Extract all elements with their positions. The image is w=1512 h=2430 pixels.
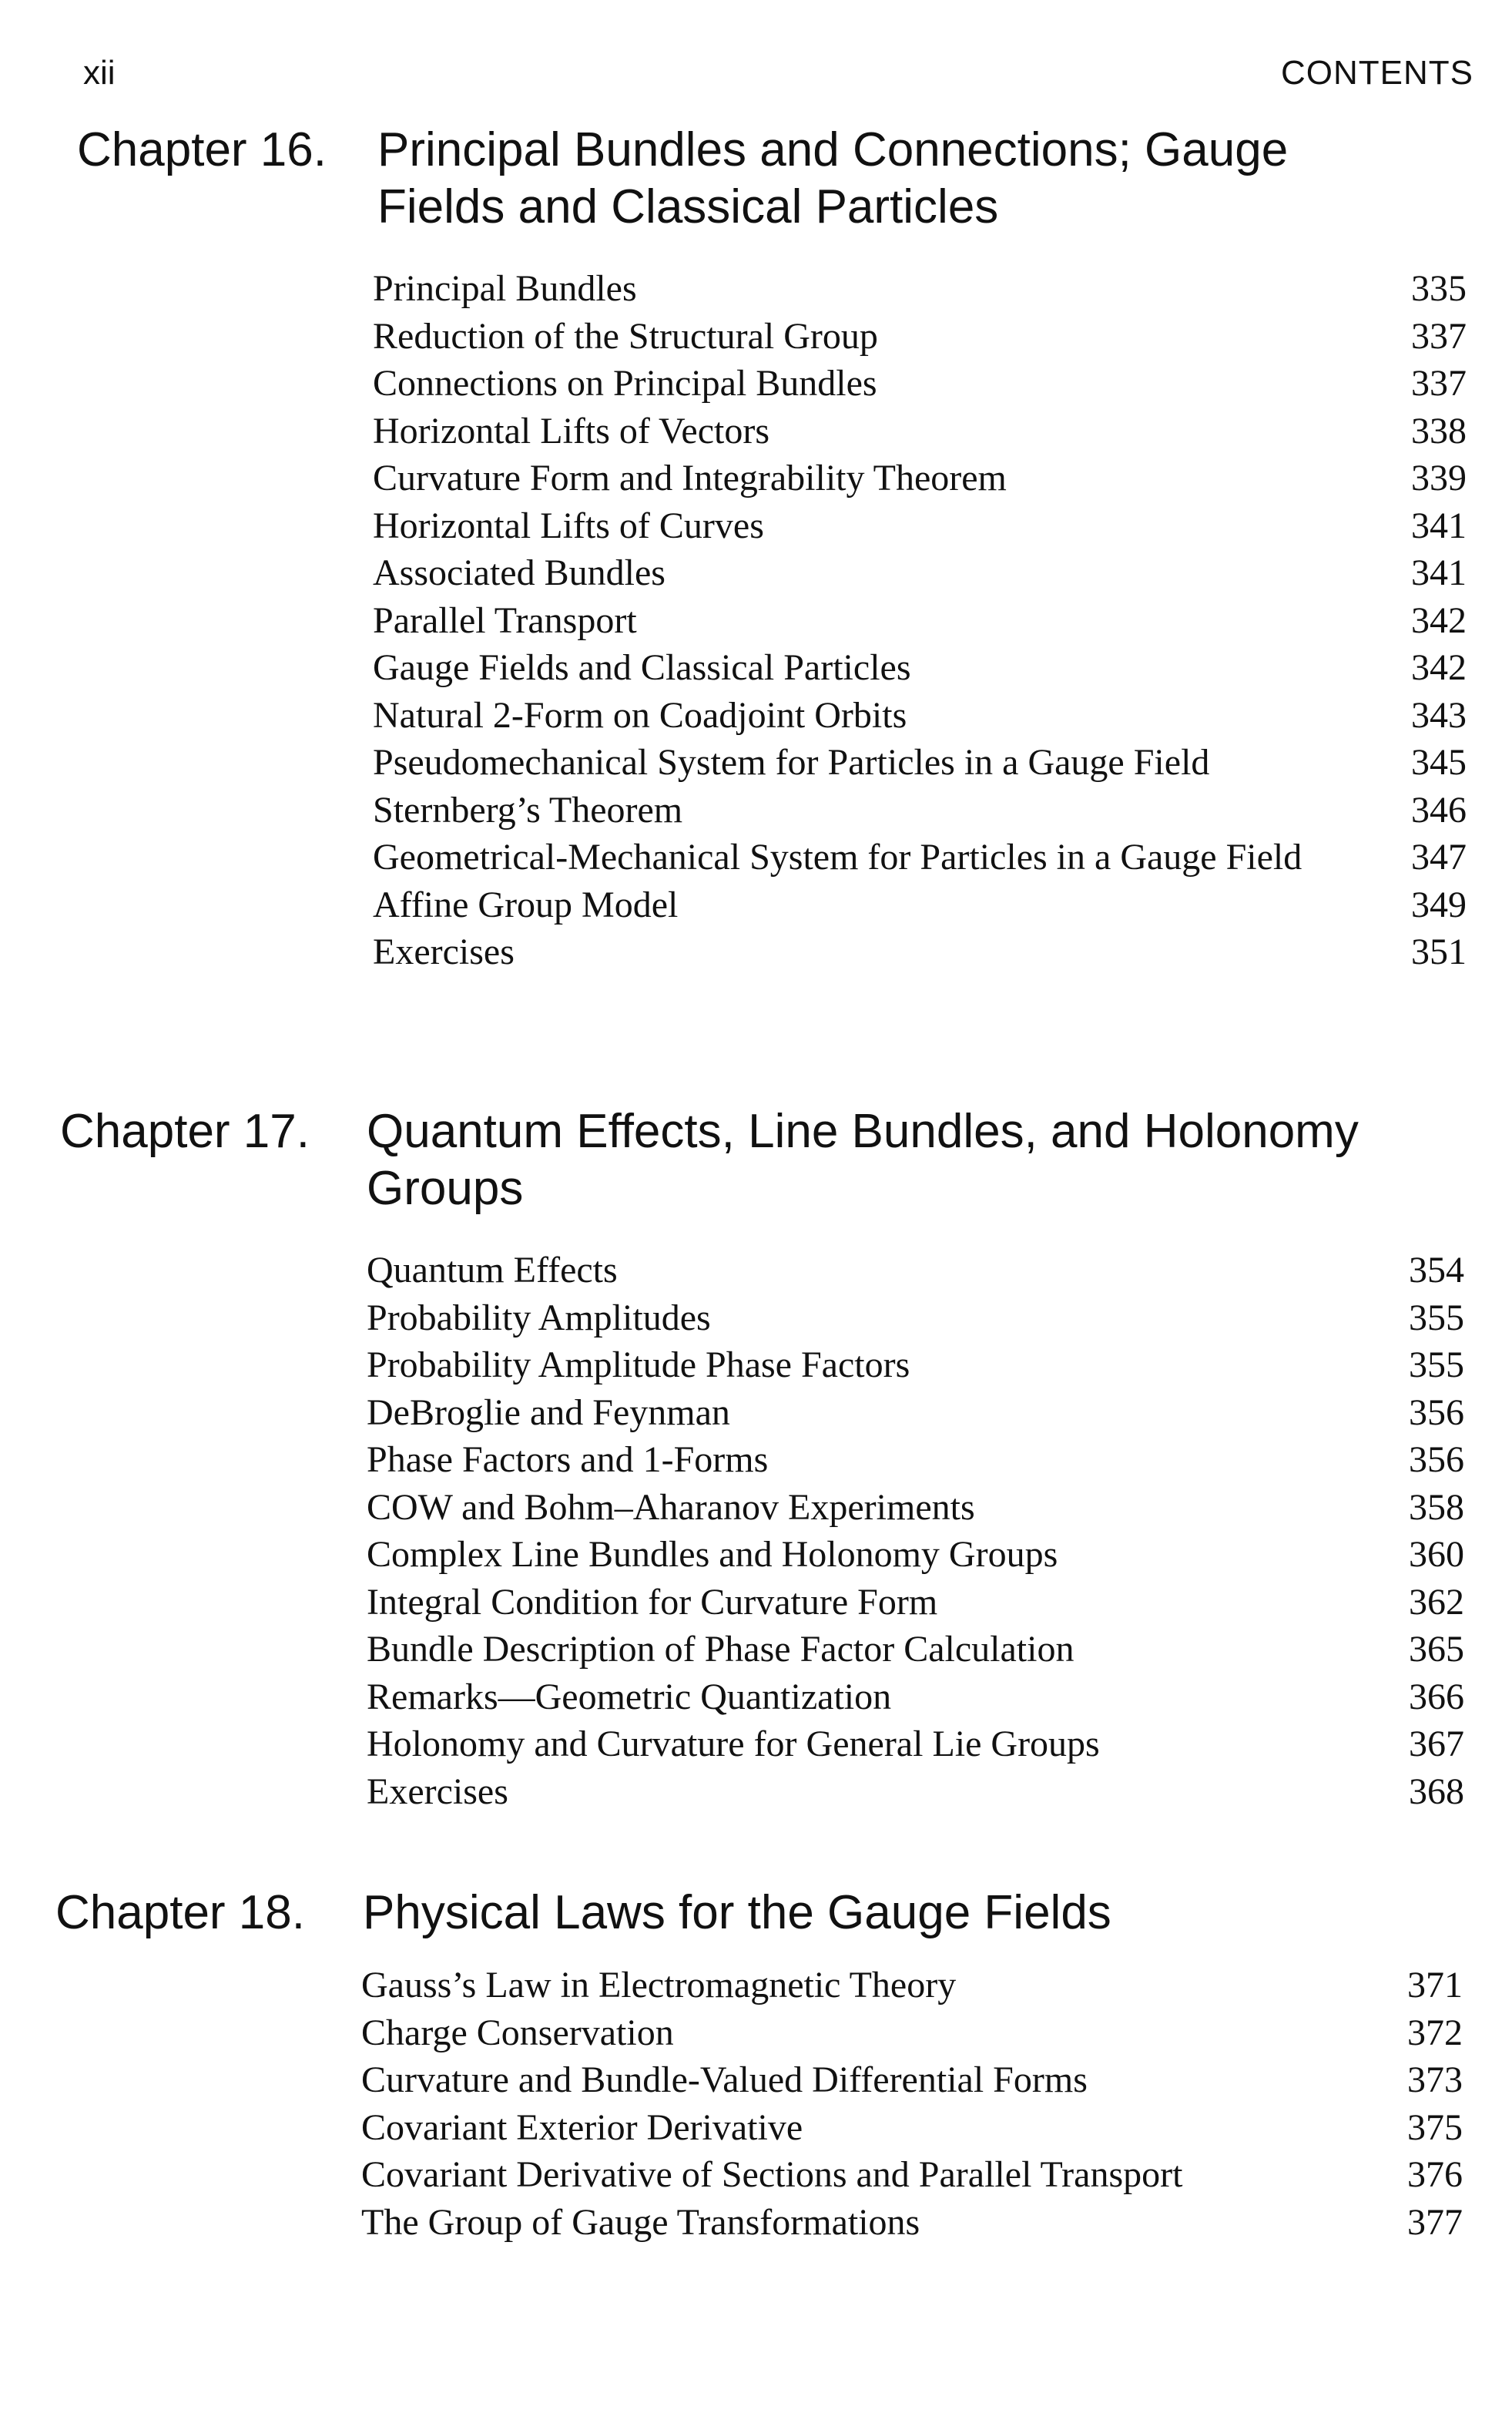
toc-entry-title: Curvature and Bundle-Valued Differential Forms — [361, 2059, 1088, 2100]
toc-entry — [373, 597, 1467, 645]
toc-entry-page-number: 355 — [1409, 1297, 1464, 1338]
toc-entry-page-number: 341 — [1411, 505, 1467, 546]
chapter-entries — [373, 265, 1467, 976]
toc-entry-title: Pseudomechanical System for Particles in a Gauge Field — [373, 742, 1210, 783]
toc-entry-page-number: 365 — [1409, 1629, 1464, 1670]
toc-entry-title: Complex Line Bundles and Holonomy Groups — [367, 1534, 1058, 1575]
toc-entry-page-number: 346 — [1411, 789, 1467, 831]
toc-entry — [373, 692, 1467, 740]
toc-entry — [367, 1484, 1464, 1532]
toc-entry — [373, 408, 1467, 455]
toc-entry — [373, 881, 1467, 929]
toc-entry-title: Probability Amplitudes — [367, 1297, 711, 1338]
toc-entry-title: Connections on Principal Bundles — [373, 363, 877, 404]
toc-entry-title: The Group of Gauge Transformations — [361, 2201, 920, 2243]
toc-entry — [367, 1673, 1464, 1721]
toc-entry-title: Associated Bundles — [373, 552, 665, 593]
toc-entry-title: Natural 2-Form on Coadjoint Orbits — [373, 694, 907, 736]
page-number: xii — [83, 54, 116, 92]
chapter-title: Physical Laws for the Gauge Fields — [363, 1886, 1111, 1939]
toc-entry — [367, 1579, 1464, 1626]
toc-entry — [361, 2199, 1463, 2247]
toc-entry-page-number: 375 — [1407, 2106, 1463, 2148]
toc-entry — [361, 1962, 1463, 2009]
toc-entry-title: Exercises — [373, 931, 515, 972]
toc-entry — [367, 1720, 1464, 1768]
toc-entry-title: Exercises — [367, 1770, 508, 1812]
toc-entry-title: Integral Condition for Curvature Form — [367, 1581, 938, 1623]
toc-entry — [373, 834, 1467, 881]
toc-entry-page-number: 371 — [1407, 1965, 1463, 2005]
toc-entry-page-number: 345 — [1411, 742, 1467, 783]
toc-entry-title: Horizontal Lifts of Curves — [373, 505, 764, 546]
toc-entry-title: Geometrical-Mechanical System for Particles in a Gauge Field — [373, 837, 1302, 878]
running-head — [0, 46, 1512, 100]
toc-entry-page-number: 362 — [1409, 1581, 1464, 1623]
toc-entry — [367, 1768, 1464, 1816]
toc-entry-page-number: 356 — [1409, 1439, 1464, 1480]
toc-entry — [367, 1531, 1464, 1579]
toc-entry-page-number: 373 — [1407, 2059, 1463, 2100]
toc-entry-page-number: 367 — [1409, 1723, 1464, 1764]
toc-entry-page-number: 360 — [1409, 1534, 1464, 1575]
toc-entry-title: Gauss’s Law in Electromagnetic Theory — [361, 1965, 957, 2005]
chapter-label: Chapter 16. — [77, 123, 327, 176]
toc-entry — [361, 2056, 1463, 2104]
toc-entry — [361, 2104, 1463, 2152]
toc-entry-page-number: 349 — [1411, 884, 1467, 925]
toc-entry — [361, 2009, 1463, 2057]
toc-entry-title: Holonomy and Curvature for General Lie Groups — [367, 1723, 1100, 1764]
toc-entry-title: Gauge Fields and Classical Particles — [373, 647, 911, 688]
toc-entry-title: COW and Bohm–Aharanov Experiments — [367, 1486, 975, 1528]
toc-entry-title: Affine Group Model — [373, 884, 679, 925]
chapter-label: Chapter 18. — [55, 1886, 305, 1939]
toc-entry-title: DeBroglie and Feynman — [367, 1391, 730, 1433]
toc-entry — [373, 313, 1467, 361]
toc-entry-title: Remarks—Geometric Quantization — [367, 1676, 892, 1717]
toc-entry-page-number: 341 — [1411, 552, 1467, 593]
toc-entry-page-number: 351 — [1411, 931, 1467, 972]
chapter-label: Chapter 17. — [60, 1105, 310, 1158]
toc-entry-page-number: 343 — [1411, 694, 1467, 736]
toc-entry-page-number: 377 — [1407, 2201, 1463, 2243]
toc-entry-page-number: 335 — [1411, 268, 1467, 309]
toc-entry-page-number: 347 — [1411, 837, 1467, 878]
toc-entry — [373, 787, 1467, 834]
chapter-entries — [361, 1962, 1463, 2246]
toc-entry-page-number: 368 — [1409, 1770, 1464, 1812]
toc-entry-title: Covariant Derivative of Sections and Parallel Transport — [361, 2154, 1183, 2195]
toc-entry-page-number: 358 — [1409, 1486, 1464, 1528]
toc-entry-title: Covariant Exterior Derivative — [361, 2106, 803, 2148]
toc-entry — [367, 1436, 1464, 1484]
toc-entry — [367, 1626, 1464, 1673]
toc-entry-title: Charge Conservation — [361, 2012, 674, 2053]
toc-entry-title: Reduction of the Structural Group — [373, 315, 878, 357]
toc-entry-title: Sternberg’s Theorem — [373, 789, 683, 831]
toc-entry — [373, 265, 1467, 313]
toc-entry-page-number: 339 — [1411, 458, 1467, 498]
toc-entry — [373, 502, 1467, 550]
toc-entry-page-number: 338 — [1411, 410, 1467, 451]
toc-entry-page-number: 342 — [1411, 647, 1467, 688]
toc-entry — [373, 455, 1467, 502]
toc-entry — [367, 1341, 1464, 1389]
chapter-title: Quantum Effects, Line Bundles, and Holonomy Groups — [367, 1105, 1359, 1215]
chapter-entries — [367, 1247, 1464, 1815]
toc-entry-page-number: 337 — [1411, 363, 1467, 404]
running-title: CONTENTS — [1281, 54, 1473, 92]
toc-entry-title: Bundle Description of Phase Factor Calculation — [367, 1629, 1074, 1670]
toc-entry-page-number: 376 — [1407, 2154, 1463, 2195]
toc-entry — [373, 644, 1467, 692]
toc-entry-title: Parallel Transport — [373, 599, 637, 641]
toc-entry — [373, 928, 1467, 976]
toc-entry-page-number: 356 — [1409, 1391, 1464, 1433]
toc-entry-page-number: 354 — [1409, 1250, 1464, 1291]
toc-entry-page-number: 372 — [1407, 2012, 1463, 2053]
toc-entry — [367, 1247, 1464, 1294]
toc-entry-title: Quantum Effects — [367, 1250, 618, 1291]
toc-entry-title: Principal Bundles — [373, 268, 637, 309]
toc-entry-page-number: 366 — [1409, 1676, 1464, 1717]
toc-entry-page-number: 342 — [1411, 599, 1467, 641]
toc-entry — [367, 1389, 1464, 1437]
toc-entry-title: Horizontal Lifts of Vectors — [373, 410, 769, 451]
toc-entry-page-number: 337 — [1411, 315, 1467, 357]
chapter-title: Principal Bundles and Connections; Gauge Fields and Classical Particles — [377, 123, 1289, 233]
toc-entry — [373, 739, 1467, 787]
toc-entry — [361, 2151, 1463, 2199]
toc-entry — [373, 549, 1467, 597]
toc-entry-title: Curvature Form and Integrability Theorem — [373, 458, 1007, 498]
toc-entry — [373, 360, 1467, 408]
toc-entry-title: Phase Factors and 1-Forms — [367, 1439, 769, 1480]
toc-entry — [367, 1294, 1464, 1342]
toc-entry-page-number: 355 — [1409, 1344, 1464, 1385]
toc-entry-title: Probability Amplitude Phase Factors — [367, 1344, 910, 1385]
